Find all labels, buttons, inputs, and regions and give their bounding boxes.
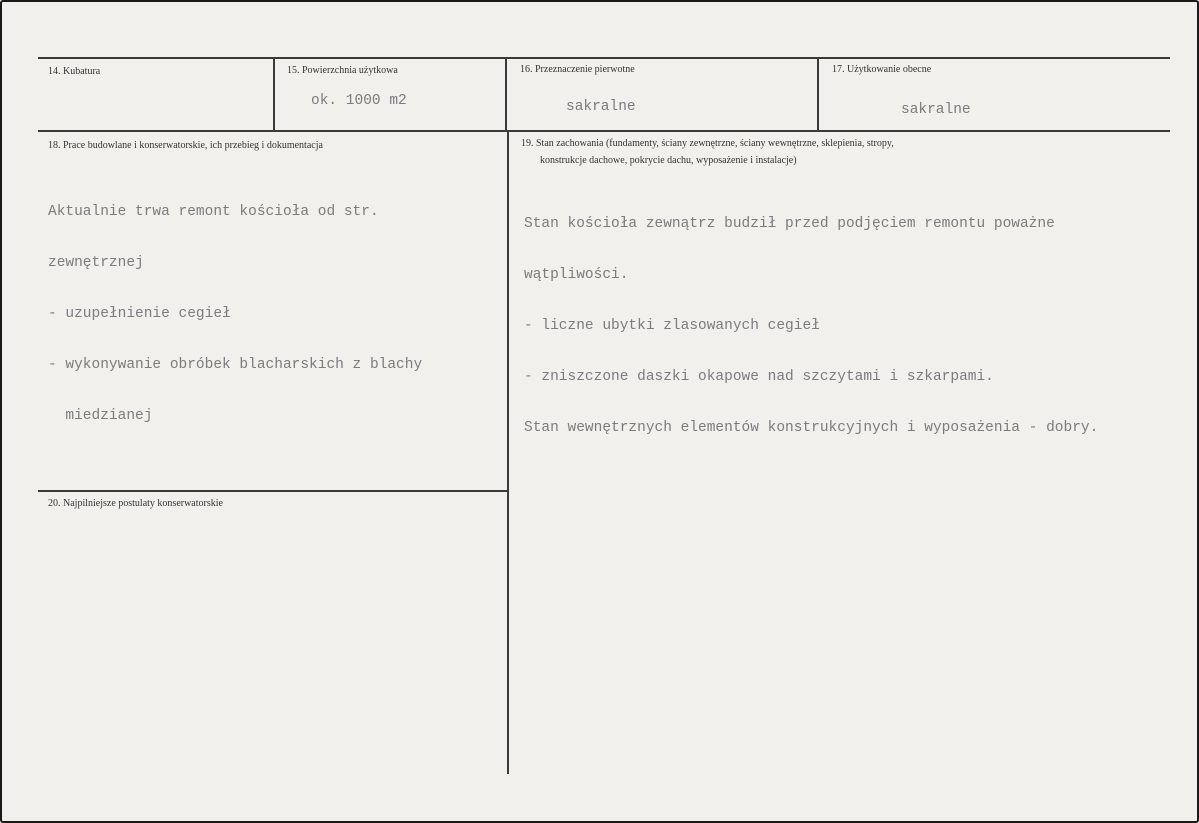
uzytkowanie-label: 17. Użytkowanie obecne [832,64,932,75]
text-line: Aktualnie trwa remont kościoła od str. [48,204,379,220]
text-line: zewnętrznej [48,255,144,271]
text-line: Stan kościoła zewnątrz budził przed podjęciem remontu poważne [524,216,1055,232]
section-18-20-divider [38,490,507,492]
divider-14-15 [273,59,275,130]
text-line: Stan wewnętrznych elementów konstrukcyjnych i wyposażenia - dobry. [524,420,1099,436]
postulaty-label: 20. Najpilniejsze postulaty konserwatorskie [48,498,223,509]
text-line: - liczne ubytki zlasowanych cegieł [524,318,820,334]
text-line: - wykonywanie obróbek blacharskich z blachy [48,357,423,373]
row1-bottom-rule [38,130,1170,132]
stan-zachowania-label: 19. Stan zachowania (fundamenty, ściany zewnętrzne, ściany wewnętrzne, sklepienia, stropy, [521,138,894,149]
top-rule [38,57,1170,59]
prace-budowlane-text [48,170,422,459]
kubatura-label: 14. Kubatura [48,66,101,77]
text-line: - zniszczone daszki okapowe nad szczytami i szkarpami. [524,369,994,385]
prace-budowlane-label: 18. Prace budowlane i konserwatorskie, ich przebieg i dokumentacja [48,140,323,151]
stan-zachowania-text [524,182,1098,471]
text-line: wątpliwości. [524,267,629,283]
stan-zachowania-label-cont: konstrukcje dachowe, pokrycie dachu, wyposażenie i instalacje) [540,155,797,166]
text-line: - uzupełnienie cegieł [48,306,231,322]
main-vertical-divider [507,130,509,774]
przeznaczenie-value: sakralne [566,99,636,115]
text-line: miedzianej [48,408,153,424]
divider-15-16 [505,59,507,130]
uzytkowanie-value: sakralne [901,102,971,118]
powierzchnia-label: 15. Powierzchnia użytkowa [287,65,398,76]
powierzchnia-value: ok. 1000 m2 [311,93,407,109]
przeznaczenie-label: 16. Przeznaczenie pierwotne [520,64,635,75]
divider-16-17 [817,59,819,130]
